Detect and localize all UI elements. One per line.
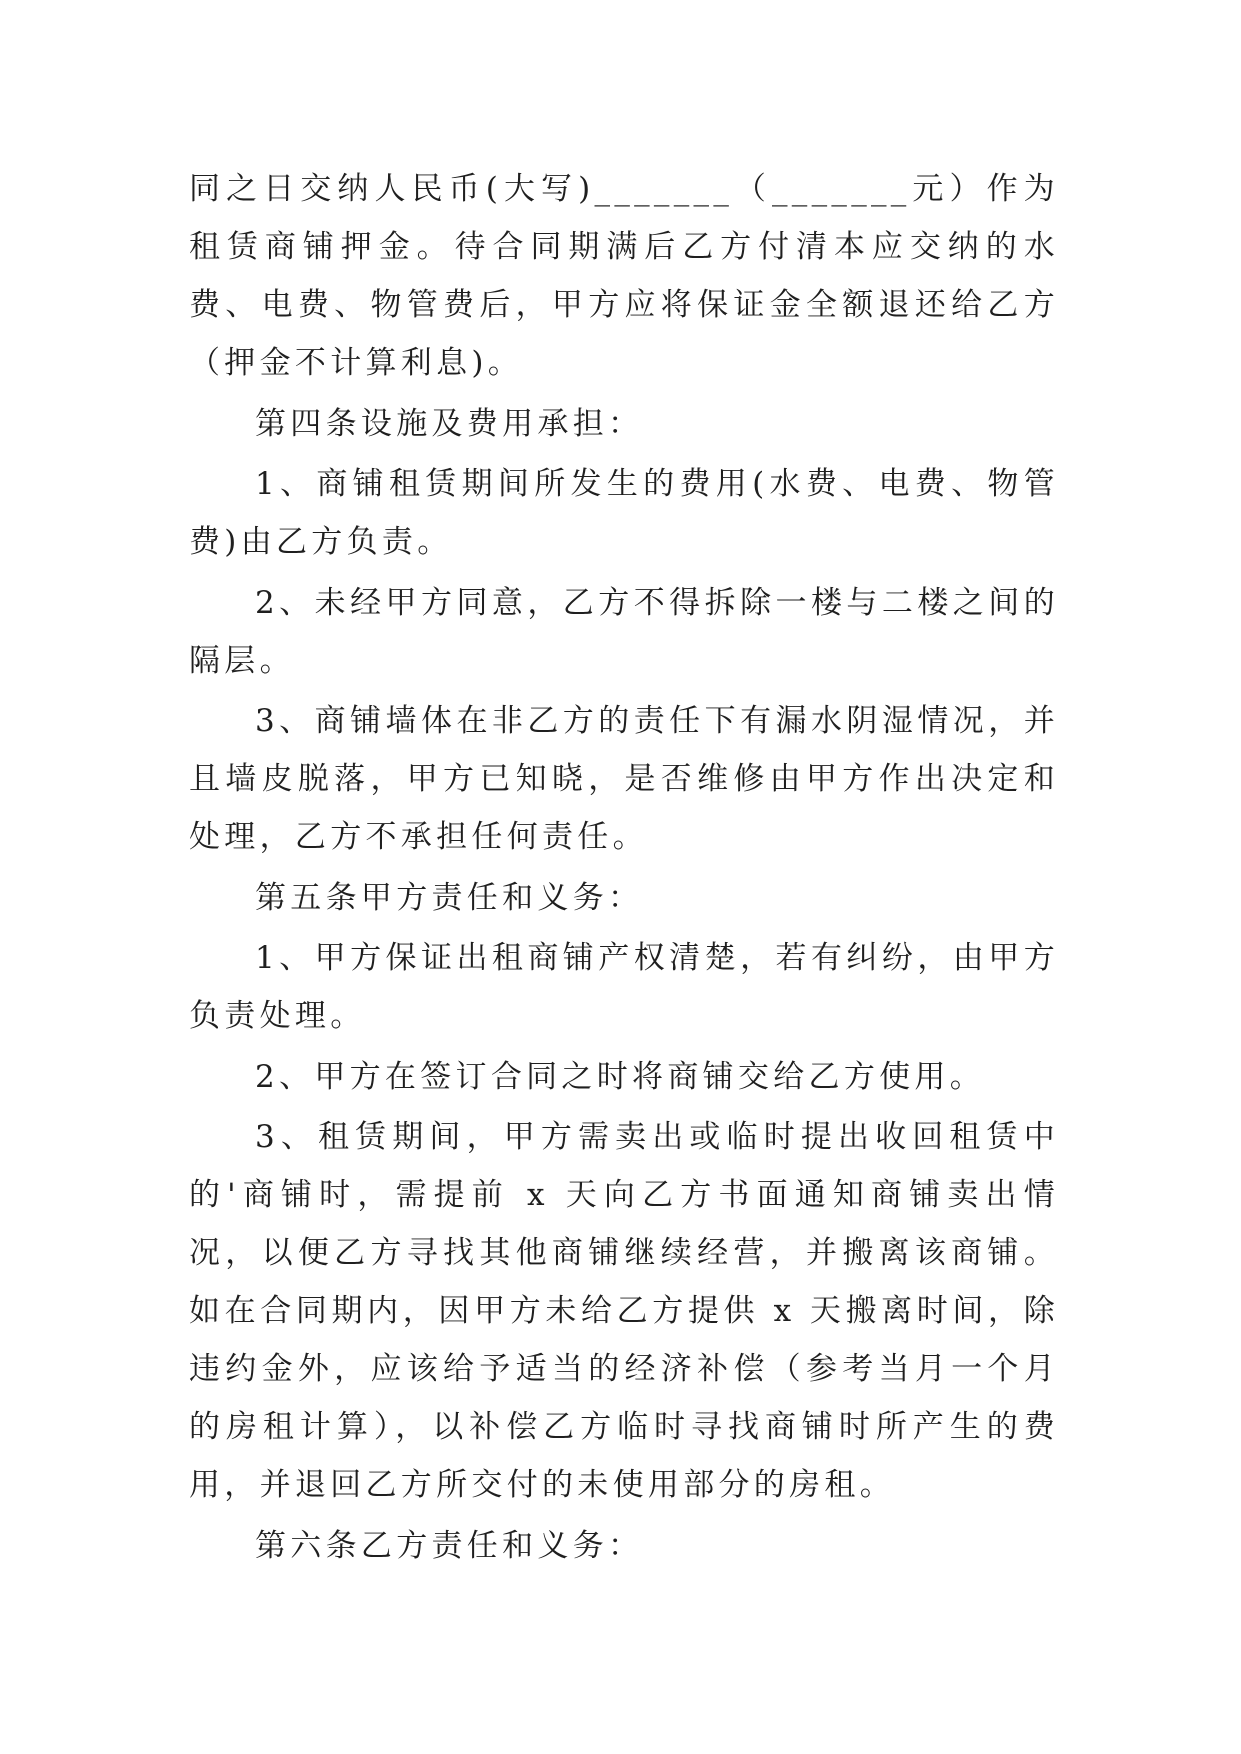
paragraph-deposit-terms: 同之日交纳人民币(大写)_______（_______元）作为租赁商铺押金。待合同期满后乙方付清本应交纳的水费、电费、物管费后，甲方应将保证金全额退还给乙方（押金不计算利息)。 (189, 171, 1059, 381)
heading-article-4: 第四条设施及费用承担： (255, 405, 644, 442)
heading-article-6: 第六条乙方责任和义务： (255, 1527, 644, 1564)
paragraph-article-4-item-2: 2、未经甲方同意，乙方不得拆除一楼与二楼之间的隔层。 (189, 584, 1059, 679)
paragraph-article-5-item-1: 1、甲方保证出租商铺产权清楚，若有纠纷，由甲方负责处理。 (189, 940, 1059, 1034)
heading-article-5: 第五条甲方责任和义务： (255, 879, 644, 916)
paragraph-article-4-item-3: 3、商铺墙体在非乙方的责任下有漏水阴湿情况，并且墙皮脱落，甲方已知晓，是否维修由甲方作出决定和处理，乙方不承担任何责任。 (189, 703, 1059, 855)
paragraph-article-4-item-1: 1、商铺租赁期间所发生的费用(水费、电费、物管费)由乙方负责。 (189, 466, 1059, 560)
paragraph-article-5-item-2: 2、甲方在签订合同之时将商铺交给乙方使用。 (255, 1058, 986, 1095)
document-body (189, 160, 1059, 1577)
paragraph-article-5-item-3: 3、租赁期间，甲方需卖出或临时提出收回租赁中的'商铺时，需提前 x 天向乙方书面通知商铺卖出情况，以便乙方寻找其他商铺继续经营，并搬离该商铺。如在合同期内，因甲方未给乙方提供 x 天搬离时间，除违约金外，应该给予适当的经济补偿（参考当月一个月的房租计算），以补偿乙方临时寻找商铺时所产生的费用，并退回乙方所交付的未使用部分的房租。 (189, 1119, 1059, 1503)
